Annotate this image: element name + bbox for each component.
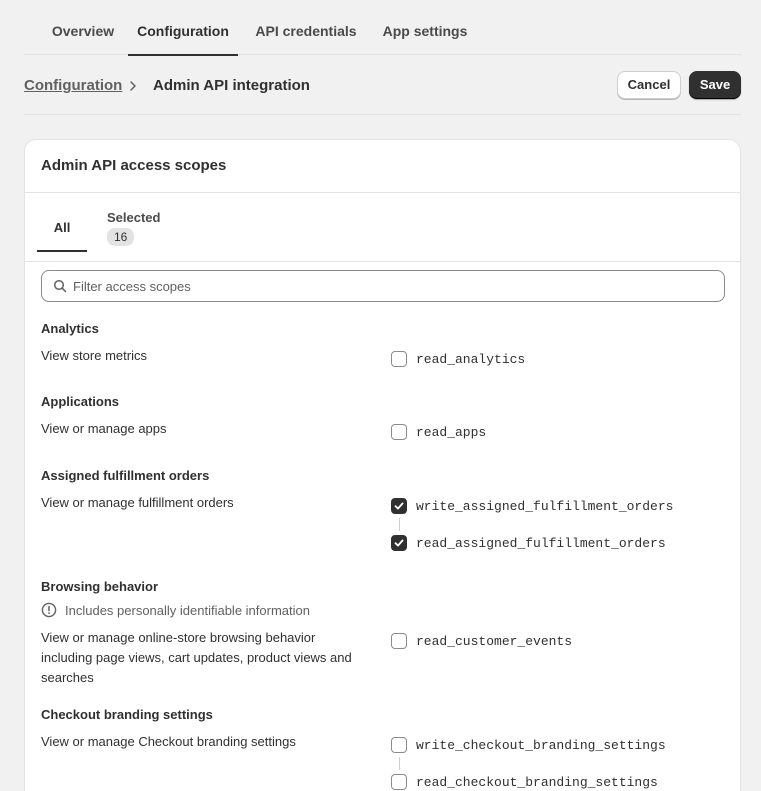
- scope-checkbox-read-customer-events[interactable]: [391, 633, 407, 649]
- section-description-checkout-branding-settings: View or manage Checkout branding settings: [41, 734, 296, 749]
- search-icon: [53, 279, 67, 293]
- scope-name-read-analytics: read_analytics: [416, 352, 526, 367]
- section-title-applications: Applications: [41, 394, 120, 409]
- breadcrumb-configuration-link[interactable]: Configuration: [24, 77, 123, 94]
- scope-connector: [399, 518, 400, 531]
- scope-checkbox-read-assigned-fulfillment-orders[interactable]: [391, 535, 407, 551]
- scope-checkbox-read-checkout-branding-settings[interactable]: [391, 774, 407, 790]
- section-description-applications: View or manage apps: [41, 421, 167, 436]
- tab-configuration[interactable]: Configuration: [128, 0, 238, 55]
- page-title: Admin API integration: [153, 77, 310, 94]
- top-tabs: [24, 0, 741, 55]
- tab-api-credentials[interactable]: API credentials: [255, 23, 357, 39]
- filter-field[interactable]: [41, 270, 725, 302]
- checkmark-icon: [393, 537, 405, 549]
- section-title-assigned-fulfillment-orders: Assigned fulfillment orders: [41, 468, 210, 483]
- scope-checkbox-read-analytics[interactable]: [391, 351, 407, 367]
- access-scopes-card: [24, 139, 741, 791]
- selected-count-badge: 16: [107, 228, 134, 246]
- tab-app-settings[interactable]: App settings: [382, 23, 468, 39]
- save-button[interactable]: Save: [689, 71, 741, 99]
- filter-input[interactable]: [73, 275, 713, 297]
- page-header: [24, 55, 741, 115]
- card-divider: [25, 192, 740, 193]
- section-description-assigned-fulfillment-orders: View or manage fulfillment orders: [41, 495, 234, 510]
- alert-circle-icon: [41, 602, 57, 618]
- scope-checkbox-read-apps[interactable]: [391, 424, 407, 440]
- pii-note-text: Includes personally identifiable information: [65, 603, 310, 618]
- tab-overview[interactable]: Overview: [51, 23, 115, 39]
- tabs-divider: [25, 261, 740, 262]
- scope-connector: [399, 757, 400, 770]
- scope-name-read-apps: read_apps: [416, 425, 487, 440]
- section-description-browsing-behavior: View or manage online-store browsing behavior including page views, cart updates, product views and searches: [41, 630, 352, 685]
- section-title-browsing-behavior: Browsing behavior: [41, 579, 159, 594]
- scope-name-read-checkout-branding-settings: read_checkout_branding_settings: [416, 775, 658, 790]
- scope-tab-all[interactable]: All: [37, 192, 87, 252]
- section-title-analytics: Analytics: [41, 321, 99, 336]
- scope-name-read-assigned-fulfillment-orders: read_assigned_fulfillment_orders: [416, 536, 666, 551]
- scope-name-read-customer-events: read_customer_events: [416, 634, 573, 649]
- scope-tab-selected-label: Selected: [107, 210, 161, 225]
- chevron-right-icon: [126, 79, 140, 93]
- checkmark-icon: [393, 500, 405, 512]
- scope-name-write-assigned-fulfillment-orders: write_assigned_fulfillment_orders: [416, 499, 674, 514]
- scope-name-write-checkout-branding-settings: write_checkout_branding_settings: [416, 738, 666, 753]
- scope-tab-selected[interactable]: [107, 210, 160, 246]
- cancel-button[interactable]: Cancel: [617, 71, 681, 99]
- section-title-checkout-branding-settings: Checkout branding settings: [41, 707, 213, 722]
- scope-checkbox-write-checkout-branding-settings[interactable]: [391, 737, 407, 753]
- scope-checkbox-write-assigned-fulfillment-orders[interactable]: [391, 498, 407, 514]
- section-description-analytics: View store metrics: [41, 348, 147, 363]
- card-title: Admin API access scopes: [41, 157, 227, 174]
